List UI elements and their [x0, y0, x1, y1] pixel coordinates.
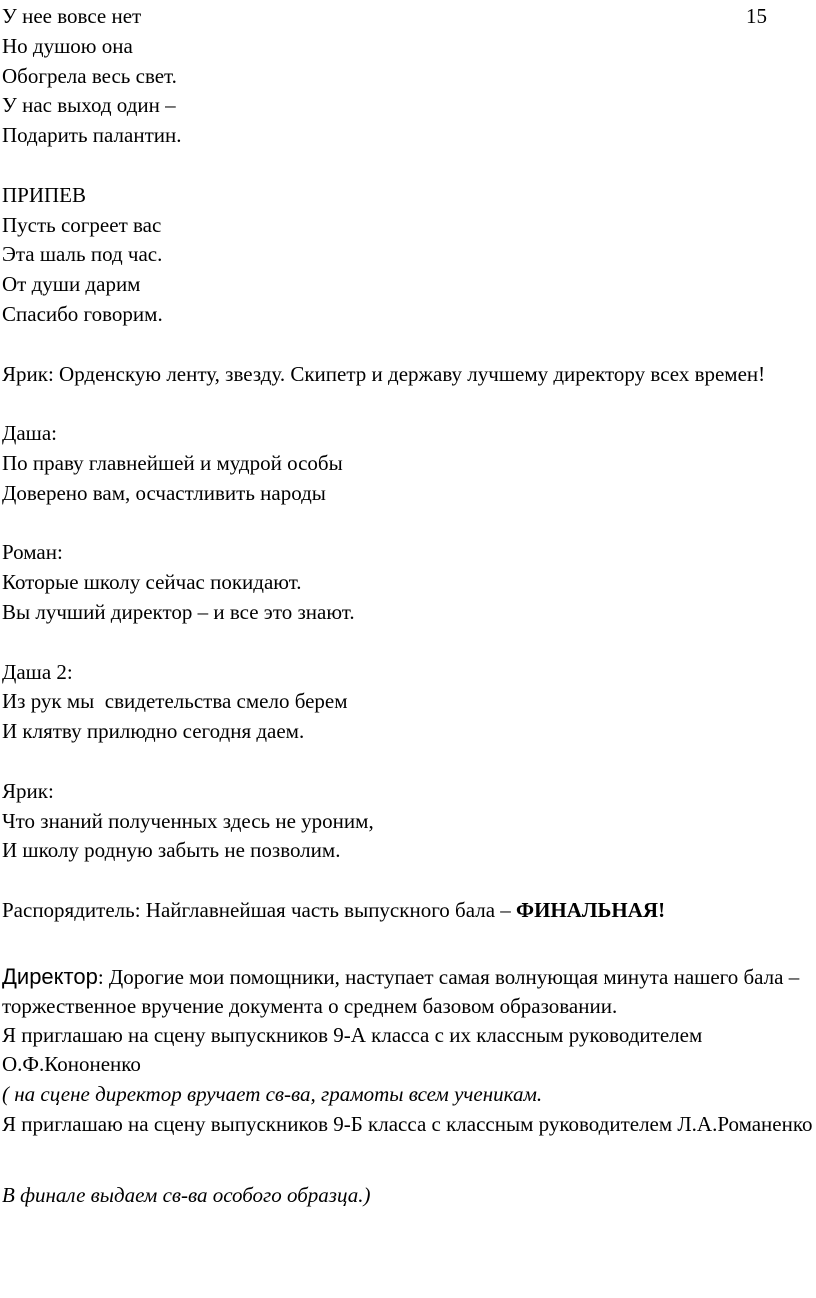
paragraph-gap [2, 389, 814, 419]
chorus-line: От души дарим [2, 272, 141, 297]
paragraph-gap [2, 628, 814, 658]
director-invite-b: Я приглашаю на сцену выпускников 9-Б класса с классным руководителем Л.А.Романенко [2, 1111, 813, 1136]
director-invite-a: Я приглашаю на сцену выпускников 9-А класса с их классным руководителем О.Ф.Кононенко [2, 1022, 703, 1077]
chorus-line: Эта шаль под час. [2, 242, 163, 267]
verse-line: Обогрела весь свет. [2, 63, 177, 88]
chorus-line: Пусть согреет вас [2, 212, 162, 237]
steward-line [2, 896, 814, 926]
dialogue-line: И клятву прилюдно сегодня даем. [2, 719, 305, 744]
speaker-label: Даша: [2, 421, 57, 446]
paragraph-gap [2, 926, 814, 956]
stage-direction: ( на сцене директор вручает св-ва, грамоты всем ученикам. [2, 1082, 543, 1107]
paragraph-gap [2, 151, 814, 181]
chorus [2, 181, 814, 330]
yarik-line: Ярик: Орденскую ленту, звезду. Скипетр и державу лучшему директору всех времен! [2, 361, 766, 386]
final-stage-direction: В финале выдаем св-ва особого образца.) [2, 1183, 371, 1208]
dialogue-line: Что знаний полученных здесь не уроним, [2, 808, 374, 833]
director-text: : Дорогие мои помощники, наступает самая волнующая минута нашего бала – торжественное вручение документа о среднем базовом образовании. [2, 964, 800, 1018]
chorus-line: Спасибо говорим. [2, 301, 163, 326]
dialogue-line: Которые школу сейчас покидают. [2, 570, 302, 595]
dialogue-line: Вы лучший директор – и все это знают. [2, 599, 355, 624]
director-speech [2, 962, 814, 1021]
steward-text: Распорядитель: Найглавнейшая часть выпускного бала – [2, 897, 517, 922]
verse-line: У нас выход один – [2, 93, 176, 118]
verse [2, 2, 814, 151]
steward-emphasis: ФИНАЛЬНАЯ! [516, 897, 666, 922]
paragraph-gap [2, 1140, 814, 1170]
speaker-label: Роман: [2, 540, 63, 565]
director-block [2, 962, 814, 1140]
director-speaker-label: Директор [2, 963, 98, 989]
dialogue-line: Из рук мы свидетельства смело берем [2, 689, 348, 714]
paragraph-gap [2, 866, 814, 896]
roman-block [2, 538, 814, 627]
verse-line: У нее вовсе нет [2, 4, 142, 28]
speaker-label: Даша 2: [2, 659, 73, 684]
chorus-title: ПРИПЕВ [2, 182, 87, 207]
dasha-2-block [2, 658, 814, 747]
dialogue-line: Доверено вам, осчастливить народы [2, 480, 326, 505]
page-number: 15 [746, 4, 767, 28]
paragraph-gap [2, 747, 814, 777]
document-text [2, 2, 814, 1211]
dialogue-line: И школу родную забыть не позволим. [2, 838, 341, 863]
speaker-label: Ярик: [2, 778, 54, 803]
dialogue-line: По праву главнейшей и мудрой особы [2, 450, 343, 475]
verse-line: Подарить палантин. [2, 123, 182, 148]
yarik-block [2, 777, 814, 866]
paragraph-gap [2, 509, 814, 539]
dasha-block [2, 419, 814, 508]
paragraph-gap [2, 330, 814, 360]
verse-line: Но душою она [2, 33, 133, 58]
